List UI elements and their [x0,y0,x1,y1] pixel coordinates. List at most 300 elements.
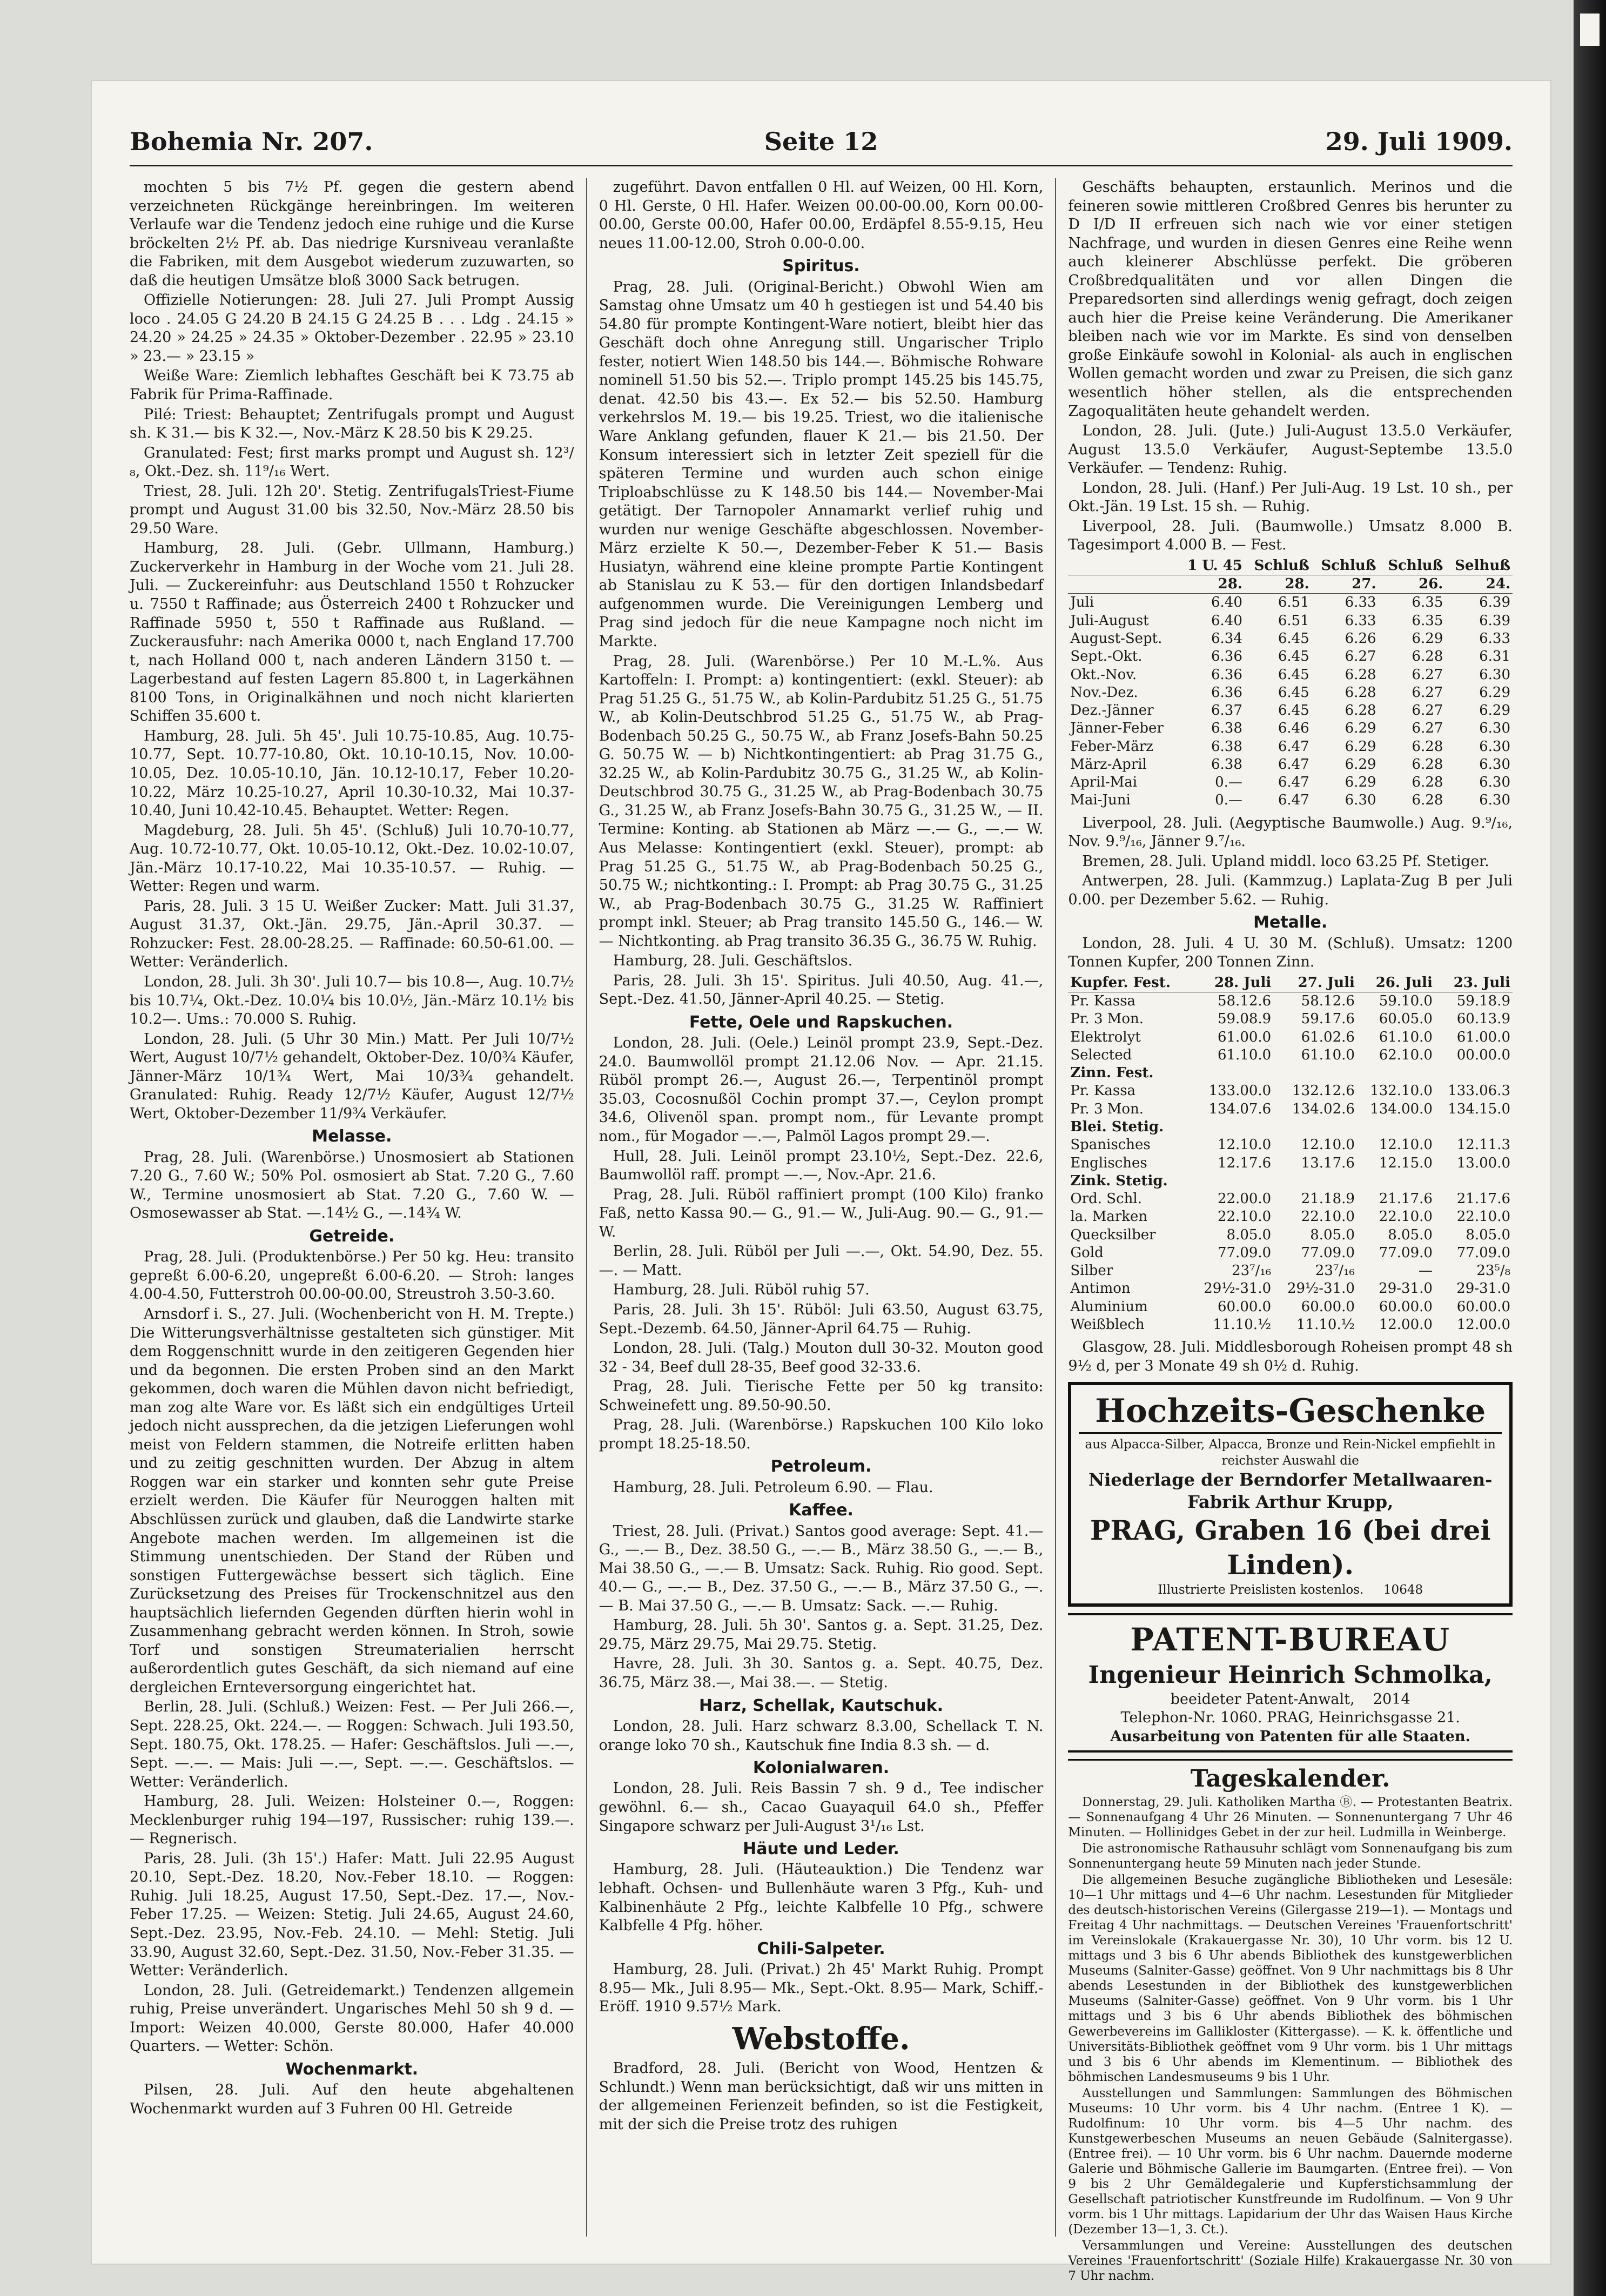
table-cell: 77.09.0 [1301,1244,1355,1261]
table-cell [1357,1172,1435,1190]
table-cell: 6.37 [1211,702,1242,719]
table-cell: 6.28 [1412,756,1443,773]
section-heading-fette: Fette, Oele und Rapskuchen. [689,1012,953,1032]
paragraph: Ausstellungen und Sammlungen: Sammlungen des Böhmischen Museums: 10 Uhr vorm. bis 4 Uhr nachm. (Entree 1 K). — Rudolfinum: 10 Uhr vorm. bis 4—5 Uhr nachm. des Kunstgewerbeschen Museums an neuen Gebäude (Salnitergasse). (Entree frei). — 10 Uhr vorm. bis 6 Uhr nachm. Dauernde moderne Galerie und Böhmische Gallerie im Baumgarten. (Entree frei). — Von 9 bis 2 Uhr Gemäldegalerie und Kupferstichsammlung der Gesellschaft patriotischer Kunstfreunde im Rudolfinum. — Von 9 Uhr vorm. bis 1 Uhr mittags. Lapidarium der Uhr das Waisen Haus Kirche (Dezember 13—1, 3. Ct.). [1068,2086,1513,2237]
table-cell: Aluminium [1070,1298,1148,1315]
table-header-cell: 28. Juli [1190,974,1274,992]
section-heading-petroleum: Petroleum. [770,1457,872,1476]
table-cell: 134.07.6 [1208,1100,1272,1117]
table-row [1068,1208,1513,1226]
table-cell: 6.33 [1345,594,1376,611]
table-cell: 6.38 [1211,720,1242,737]
table-cell [1273,1064,1357,1082]
table-cell: 12.11.3 [1456,1137,1511,1153]
table-cell: Juli [1070,594,1094,611]
table-cell: — [1418,1263,1433,1279]
metal-price-table [1068,974,1513,1334]
table-row [1068,1226,1513,1244]
table-cell: 6.40 [1211,612,1242,629]
section-heading-spiritus: Spiritus. [782,257,860,276]
table-cell: 6.30 [1479,720,1511,737]
paragraph: London, 28. Juli. 3h 30'. Juli 10.7— bis 10.8—, Aug. 10.7½ bis 10.7¼, Okt.-Dez. 10.0¼ bis 10.0½, Jän.-März 10.1½ bis 10.2—. Ums.: 70.000 S. Ruhig. [130,973,574,1028]
table-cell: Spanisches [1070,1137,1151,1153]
paragraph: London, 28. Juli. (5 Uhr 30 Min.) Matt. Per Juli 10/7½ Wert, August 10/7½ gehandelt, Oktober-Dez. 10/0¾ Käufer, Jänner-März 10/1¾ Wert, Mai 10/3¾ gehandelt. Granulated: Ruhig. Ready 12/7½ Käufer, August 12/7½ Wert, Oktober-Dezember 11/9¾ Verkäufer. [130,1030,574,1122]
section-heading-chili: Chili-Salpeter. [757,1939,885,1958]
table-cell: Quecksilber [1070,1226,1156,1243]
table-cell: Pr. Kassa [1070,993,1136,1010]
ad-headline: Hochzeits-Geschenke [1079,1391,1502,1434]
column-2 [586,178,1056,2237]
table-cell: 6.30 [1345,792,1376,809]
table-cell: 6.30 [1479,666,1511,683]
scan-tab [1580,14,1600,46]
table-cell: Blei. Stetig. [1070,1119,1164,1135]
section-heading-getreide: Getreide. [309,1226,395,1246]
column-3 [1055,178,1513,2284]
table-cell: 61.00.0 [1217,1029,1272,1045]
issue-number: Bohemia Nr. 207. [130,127,373,156]
paragraph: Die allgemeinen Besuche zugängliche Bibliotheken und Lesesäle: 10—1 Uhr mittags und 4—6 Uhr nachm. Lesestunden für Mitglieder des deutsch-historischen Vereins (Gilergasse 219—1). — Montags und Freitag 4 Uhr nachmittags. — Deutschen Vereines 'Frauenfortschritt' im Vereinslokale (Krakauergasse Nr. 30), 10 Uhr vorm. bis 12 U. mittags und 3 bis 6 Uhr abends Bibliothek des kunstgewerblichen Museums (Salniter-Gasse) geöffnet. Von 9 Uhr nachmittags bis 8 Uhr abends Lesestunden in der Bibliothek des kunstgewerblichen Museums (Salniter-Gasse) geöffnet. Von 9 Uhr vorm. bis 1 Uhr mittags und 3 bis 6 Uhr abends Bibliothek des böhmischen Gewerbevereins im Gallikloster (Kittergasse). — K. k. öffentliche und Universitäts-Bibliothek geöffnet vom 9 Uhr vorm. bis 1 Uhr mittags und 3 bis 6 Uhr abends im Klementinum. — Bibliothek des böhmischen Landesmuseums 9 bis 1 Uhr. [1068,1873,1513,2084]
table-cell: 60.00.0 [1217,1298,1272,1315]
table-cell: 6.33 [1479,630,1511,647]
table-row [1068,738,1513,756]
table-cell: Dez.-Jänner [1070,702,1154,719]
table-cell: 23⁵/₈ [1476,1263,1511,1279]
paragraph: Liverpool, 28. Juli. (Baumwolle.) Umsatz 8.000 B. Tagesimport 4.000 B. — Fest. [1068,518,1513,554]
table-row [1068,666,1513,684]
paragraph: Hamburg, 28. Juli. Geschäftslos. [613,952,853,970]
table-header-cell: 23. Juli [1435,974,1513,992]
table-cell: 6.28 [1412,738,1443,755]
table-cell [1190,1064,1274,1082]
table-header-cell: 27. Juli [1273,974,1357,992]
table-row [1068,756,1513,774]
paragraph: Pilé: Triest: Behauptet; Zentrifugals prompt und August sh. K 31.— bis K 32.—, Nov.-März K 28.50 bis K 29.25. [130,406,574,442]
table-header-cell [1068,575,1178,594]
paragraph: Arnsdorf i. S., 27. Juli. (Wochenbericht von H. M. Trepte.) Die Witterungsverhältnisse gestalteten sich günstiger. Mit dem Roggenschnitt wurde in den zeitigeren Gegenden hier und da begonnen. Die ersten Proben sind an den Markt gekommen, doch waren die Mühlen davon nicht befriedigt, man zog alte Ware vor. Es läßt sich ein endgültiges Urteil jedoch nicht aussprechen, da die jetzigen Lieferungen wohl meist von Feldern stammen, die Notreife erlitten haben und zu zeitig geschnitten wurden. Der Abzug in altem Roggen war ein starker und konnten sehr gute Preise erzielt werden. Die Käufer für Neuroggen halten mit Abschlüssen zurück und glauben, daß die Landwirte starke Angebote machen werden. Im allgemeinen ist die Stimmung unentschieden. Der Stand der Rüben und sonstigen Futtergewächse bessert sich täglich. Eine Zurücksetzung des Preises für Trockenschnitzel aus den hauptsächlich liefernden Gegenden dürften hierin wohl in Zusammenhang gebracht werden können. In Stroh, sowie Torf und sonstigen Streumaterialien herrscht außerordentlich gutes Geschäft, da sich niemand auf eine dergleichen Ernteversorgung eingerichtet hat. [130,1305,574,1696]
table-cell: 8.05.0 [1388,1226,1433,1243]
table-row [1068,1100,1513,1118]
paragraph: Bremen, 28. Juli. Upland middl. loco 63.25 Pf. Stetiger. [1082,852,1489,870]
table-cell: August-Sept. [1070,630,1162,647]
table-cell: Juli-August [1070,612,1149,629]
paragraph: Hamburg, 28. Juli. (Häuteauktion.) Die Tendenz war lebhaft. Ochsen- und Bullenhäute waren 3 Pfg., Kuh- und Kalbinenhäute 2 Pfg., leichte Kalbfelle 10 Pfg., schwere Kalbfelle 4 Pfg. höher. [599,1861,1044,1935]
paragraph: Prag, 28. Juli. (Original-Bericht.) Obwohl Wien am Samstag ohne Umsatz um 40 h gestiegen ist und 54.40 bis 54.80 für prompte Kontingent-Ware notiert, bleibt hier das Geschäft doch ohne Anregung still. Ungarischer Triplo fester, notiert Wien 148.50 bis 144.—. Böhmische Rohware nominell 51.50 bis 52.—. Triplo prompt 145.25 bis 145.75, denat. 42.50 bis 43.—. Ex 52.— bis 52.50. Hamburg verkehrslos M. 19.— bis 19.25. Triest, wo die italienische Ware Anklang gefunden, flauer K 21.— bis 21.50. Der Konsum interessiert sich in letzter Zeit speziell für die späteren Termine und wurden auch schon einige Triploabschlüsse zu K 148.50 bis 144.— November-Mai getätigt. Der Tarnopoler Annamarkt verlief ruhig und wurden nur wenige Geschäfte abgeschlossen. November-März erzielte K 50.—, Dezember-Feber K 51.— Basis Husiatyn, während eine kleine prompte Partie Kontingent ab Stanislau zu K 53.— für den dortigen Inlandsbedarf aufgenommen wurde. Die Vereinigungen Lemberg und Prag sind jedoch für die neue Kampagne noch nicht im Markte. [599,278,1044,650]
table-header-cell: Schluß [1312,557,1379,575]
paragraph: Liverpool, 28. Juli. (Aegyptische Baumwolle.) Aug. 9.⁹/₁₆, Nov. 9.⁹/₁₆, Jänner 9.⁷/₁₆. [1068,814,1513,850]
table-cell: 132.10.0 [1370,1083,1433,1099]
section-heading-haeute: Häute und Leder. [743,1840,899,1859]
table-row [1068,1262,1513,1280]
scan-edge [1574,0,1606,2296]
paragraph: Hamburg, 28. Juli. Petroleum 6.90. — Flau. [613,1479,933,1496]
table-cell: 6.27 [1412,666,1443,683]
table-cell: Pr. Kassa [1070,1083,1136,1099]
table-cell [1273,1118,1357,1136]
table-cell: Englisches [1070,1154,1147,1171]
table-cell: 29-31.0 [1456,1280,1511,1297]
table-cell: 6.36 [1211,684,1242,701]
paragraph: Weiße Ware: Ziemlich lebhaftes Geschäft bei K 73.75 ab Fabrik für Prima-Raffinade. [130,367,574,404]
table-row [1068,720,1513,737]
table-cell: Elektrolyt [1070,1029,1141,1045]
ad-code: 2014 [1373,1690,1410,1708]
table-header-row [1068,974,1513,992]
paragraph: London, 28. Juli. (Talg.) Mouton dull 30-32. Mouton good 32 - 34, Beef dull 28-35, Beef good 32-33.6. [599,1340,1044,1375]
table-cell: 6.31 [1479,648,1511,665]
paragraph: Prag, 28. Juli. (Produktenbörse.) Per 50 kg. Heu: transito gepreßt 6.00-6.20, ungepreßt 6.00-6.20. — Stroh: langes 4.00-4.50, Futterstroh 00.00-00.00, Streustroh 3.50-3.60. [130,1248,574,1303]
table-cell: 6.39 [1479,594,1511,611]
patent-bureau-advertisement [1068,1613,1513,1753]
ad-headline: PATENT-BUREAU [1130,1621,1451,1659]
table-cell: 6.38 [1211,738,1242,755]
table-cell: 6.29 [1345,738,1376,755]
table-cell: 12.00.0 [1456,1316,1511,1333]
table-cell: 58.12.6 [1217,993,1272,1010]
paragraph: London, 28. Juli. Harz schwarz 8.3.00, Schellack T. N. orange loko 70 sh., Kautschuk fine India 8.3 sh. — d. [599,1717,1044,1754]
table-cell: 12.10.0 [1379,1137,1433,1153]
table-cell [1435,1118,1513,1136]
paragraph: Prag, 28. Juli. (Warenbörse.) Unosmosiert ab Stationen 7.20 G., 7.60 W.; 50% Pol. osmosiert ab Stat. 7.20 G., 7.60 W., Termine unosmosiert ab Stat. 7.20 G., 7.60 W. — Osmosewasser ab Stat. —.14½ G., —.14¾ W. [130,1149,574,1222]
table-cell: 6.29 [1479,702,1511,719]
paragraph: Prag, 28. Juli. (Warenbörse.) Rapskuchen 100 Kilo loko prompt 18.25-18.50. [599,1416,1044,1452]
table-cell: 23⁷/₁₆ [1315,1263,1355,1279]
table-cell: 8.05.0 [1466,1226,1511,1243]
ad-line: aus Alpacca-Silber, Alpacca, Bronze und Rein-Nickel empfiehlt in reichster Auswahl die [1085,1438,1496,1468]
table-cell: Pr. 3 Mon. [1070,1100,1144,1117]
column-1 [130,178,586,2237]
table-cell: 8.05.0 [1310,1226,1355,1243]
table-cell: 6.40 [1211,594,1242,611]
table-cell [1273,1172,1357,1190]
table-row [1068,594,1513,612]
paragraph: Triest, 28. Juli. (Privat.) Santos good average: Sept. 41.— G., —.— B., Dez. 38.50 G., —.— B., März 38.50 G., —.— B., Mai 38.50 G., —.— B. Umsatz: Sack. Ruhig. Rio good. Sept. 40.— G., —.— B., Dez. 37.50 G., —.— B., März 37.50 G., —.— B. Mai 37.50 G., —.— B. Umsatz: Sack. —.— Ruhig. [599,1522,1044,1614]
table-row [1068,1316,1513,1334]
table-cell: 6.27 [1412,720,1443,737]
paragraph: Hamburg, 28. Juli. Rüböl ruhig 57. [613,1281,870,1299]
table-cell: 6.34 [1211,630,1242,647]
table-cell: 6.47 [1278,738,1309,755]
table-cell: 21.18.9 [1301,1191,1355,1207]
paragraph: Glasgow, 28. Juli. Middlesborough Roheisen prompt 48 sh 9½ d, per 3 Monate 49 sh 0½ d. Ruhig. [1068,1339,1513,1374]
section-heading-harz: Harz, Schellak, Kautschuk. [698,1696,944,1715]
table-row [1068,684,1513,702]
table-row [1068,1244,1513,1262]
table-cell: 29½-31.0 [1204,1280,1272,1297]
table-header-cell: 27. [1312,575,1379,594]
table-cell [1190,1118,1274,1136]
table-cell: 61.10.0 [1379,1029,1433,1045]
table-cell: Feber-März [1070,738,1153,755]
table-row [1068,1190,1513,1208]
table-cell: 11.10.½ [1213,1316,1272,1333]
table-cell: Ord. Schl. [1070,1191,1142,1207]
paragraph: Paris, 28. Juli. (3h 15'.) Hafer: Matt. Juli 22.95 August 20.10, Sept.-Dez. 18.20, Nov.-Feber 18.10. — Roggen: Ruhig. Juli 18.25, August 17.50, Sept.-Dez. 17.—, Nov.-Feber 17.25. — Weizen: Stetig. Juli 24.65, August 24.60, Sept.-Dez. 23.95, Nov.-Feb. 24.10. — Mehl: Stetig. Juli 33.90, August 32.60, Sept.-Dez. 31.50, Nov.-Feber 31.35. — Wetter: Veränderlich. [130,1850,574,1979]
table-cell: 59.08.9 [1217,1011,1272,1028]
section-heading-kaffee: Kaffee. [789,1501,854,1520]
table-cell: 23⁷/₁₆ [1232,1263,1272,1279]
table-cell: 6.28 [1345,684,1376,701]
table-cell: 13.17.6 [1301,1154,1355,1171]
table-cell: Jänner-Feber [1070,720,1164,737]
paragraph: Hamburg, 28. Juli. 5h 30'. Santos g. a. Sept. 31.25, Dez. 29.75, März 29.75, Mai 29.75. Stetig. [599,1617,1044,1653]
table-cell: 6.29 [1345,774,1376,791]
table-cell: Gold [1070,1244,1104,1261]
table-cell: 12.17.6 [1217,1154,1272,1171]
table-cell: 6.27 [1412,702,1443,719]
table-cell: 6.45 [1278,648,1309,665]
paragraph: Prag, 28. Juli. Rüböl raffiniert prompt (100 Kilo) franko Faß, netto Kassa 90.— G., 91.— W., Juli-Aug. 90.— G., 91.— W. [599,1186,1044,1240]
table-cell: 60.13.9 [1456,1011,1511,1028]
table-header-cell: Schluß [1245,557,1312,575]
table-cell: 6.29 [1479,684,1511,701]
ad-line: Niederlage der Berndorfer Metallwaaren-Fabrik Arthur Krupp, [1088,1469,1493,1512]
newspaper-page [92,81,1550,2284]
paragraph: zugeführt. Davon entfallen 0 Hl. auf Weizen, 00 Hl. Korn, 0 Hl. Gerste, 0 Hl. Hafer. Weizen 00.00-00.00, Korn 00.00-00.00, Gerste 00.00, Hafer 00.00, Erdäpfel 8.55-9.15, Heu neues 11.00-12.00, Stroh 0.00-0.00. [599,179,1044,252]
table-cell: 6.33 [1345,612,1376,629]
table-cell: 77.09.0 [1379,1244,1433,1261]
table-cell: 29-31.0 [1379,1280,1433,1297]
table-header-row [1068,575,1513,594]
section-heading-kolonialwaren: Kolonialwaren. [752,1758,890,1778]
table-row [1068,1118,1513,1136]
table-cell: 60.00.0 [1456,1298,1511,1315]
table-cell: 11.10.½ [1296,1316,1355,1333]
table-cell: 6.30 [1479,738,1511,755]
table-cell: 6.51 [1278,612,1309,629]
table-header-cell: 28. [1245,575,1312,594]
table-cell: 6.27 [1345,648,1376,665]
table-cell: Selected [1070,1046,1132,1063]
table-cell: Silber [1070,1263,1113,1279]
table-row [1068,1298,1513,1316]
paragraph: Donnerstag, 29. Juli. Katholiken Martha Ⓑ. — Protestanten Beatrix. — Sonnenaufgang 4 Uhr 26 Minuten. — Sonnenuntergang 7 Uhr 46 Minuten. — Hollinidges Gebet in der zur heil. Ludmilla in Weinberge. [1068,1795,1513,1840]
paragraph: Die astronomische Rathausuhr schlägt vom Sonnenaufgang bis zum Sonnenuntergang heute 59 Minuten nach jeder Stunde. [1068,1841,1513,1871]
table-cell: 13.00.0 [1456,1154,1511,1171]
table-cell: 61.00.0 [1456,1029,1511,1045]
table-cell: 6.39 [1479,612,1511,629]
table-cell: 6.30 [1479,756,1511,773]
table-cell [1357,1118,1435,1136]
paragraph: London, 28. Juli. (Jute.) Juli-August 13.5.0 Verkäufer, August 13.5.0 Verkäufer, August-Septembe 13.5.0 Verkäufer. — Tendenz: Ruhig. [1068,422,1513,477]
table-cell: 59.18.9 [1456,993,1511,1010]
table-cell: 59.17.6 [1301,1011,1355,1028]
table-cell: 6.45 [1278,684,1309,701]
table-cell: 62.10.0 [1379,1046,1433,1063]
table-cell: 22.10.0 [1217,1209,1272,1225]
table-cell: 60.00.0 [1379,1298,1433,1315]
table-cell: 132.12.6 [1292,1083,1355,1099]
table-row [1068,1010,1513,1028]
calendar-section [1068,1795,1513,2284]
ad-name: Ingenieur Heinrich Schmolka, [1088,1661,1493,1689]
table-cell: 133.00.0 [1208,1083,1272,1099]
paragraph: London, 28. Juli. (Oele.) Leinöl prompt 23.9, Sept.-Dez. 24.0. Baumwollöl prompt 21.12.06 Nov. — Apr. 21.15. Rüböl prompt 26.—, August 26.—, Terpentinöl prompt 35.03, Cocosnußöl Cochin prompt 37.—, Ceylon prompt 34.6, Olivenöl span. prompt nom., für Levante prompt nom., für Mogador —.—, Palmöl Lagos prompt 29.—. [599,1035,1044,1145]
paragraph: Antwerpen, 28. Juli. (Kammzug.) Laplata-Zug B per Juli 0.00. per Dezember 5.62. — Ruhig. [1068,872,1513,908]
table-cell: 29½-31.0 [1287,1280,1355,1297]
table-row [1068,1046,1513,1064]
cotton-price-table [1068,557,1513,810]
table-cell: 6.35 [1412,612,1443,629]
table-header-cell [1068,557,1178,575]
table-cell: la. Marken [1070,1209,1148,1225]
table-cell: Weißblech [1070,1316,1145,1333]
table-cell: 00.00.0 [1456,1046,1511,1063]
table-cell [1435,1064,1513,1082]
ad-address: Telephon-Nr. 1060. PRAG, Heinrichsgasse 21. [1120,1709,1460,1727]
table-cell: 6.28 [1412,648,1443,665]
paragraph: Pilsen, 28. Juli. Auf den heute abgehaltenen Wochenmarkt wurden auf 3 Fuhren 00 Hl. Getreide [130,2082,574,2117]
table-row [1068,612,1513,630]
paragraph: Prag, 28. Juli. (Warenbörse.) Per 10 M.-L.%. Aus Kartoffeln: I. Prompt: a) kontingentiert: (exkl. Steuer): ab Prag 51.25 G., 51.75 W., ab Kolin-Pardubitz 51.25 G., 51.75 W., ab Kolin-Deutschbrod 51.25 G., 51.75 W., ab Prag-Bodenbach 50.25 G., 50.75 W., ab Franz Josefs-Bahn 50.25 G. 50.75 W. — b) Nichtkontingentiert: ab Prag 31.75 G., 32.25 W., ab Kolin-Pardubitz 30.75 G., 31.25 W., ab Kolin-Deutschbrod 30.75 G., 31.25 W., ab Prag-Bodenbach 30.75 G., 31.25 W., ab Franz Josefs-Bahn 30.75 G., 31.25 W., — II. Termine: Konting. ab Stationen ab März —.— G., —.— W. Aus Melasse: Kontingentiert (exkl. Steuer), prompt: ab Prag 51.25 G., 51.75 W., ab Prag-Bodenbach 50.25 G., 50.75 W.; nichtkonting.: I. Prompt: ab Prag 30.75 G., 31.25 W., ab Prag-Bodenbach 30.75 G., 31.25 W. Raffiniert prompt inkl. Steuer; ab Prag transito 145.50 G., 146.— W. — Nichtkonting. ab Prag transito 36.35 G., 36.75 W. Ruhig. [599,653,1044,950]
table-header-cell: 28. [1178,575,1244,594]
table-cell: 6.29 [1412,630,1443,647]
table-cell: 134.00.0 [1370,1100,1433,1117]
table-cell: 0.— [1215,774,1242,791]
paragraph: Magdeburg, 28. Juli. 5h 45'. (Schluß) Juli 10.70-10.77, Aug. 10.72-10.77, Okt. 10.05-10.12, Okt.-Dez. 10.02-10.07, Jän.-März 10.17-10.22, Mai 10.35-10.57. — Ruhig. — Wetter: Regen und warm. [130,822,574,895]
paragraph: Granulated: Fest; first marks prompt und August sh. 12³/₈, Okt.-Dez. sh. 11⁹/₁₆ Wert. [130,444,574,480]
table-cell: 60.00.0 [1301,1298,1355,1315]
table-cell: 6.28 [1345,702,1376,719]
table-row [1068,1172,1513,1190]
table-cell: 6.45 [1278,630,1309,647]
table-cell: April-Mai [1070,774,1138,791]
table-cell: 6.46 [1278,720,1309,737]
paragraph: London, 28. Juli. 4 U. 30 M. (Schluß). Umsatz: 1200 Tonnen Kupfer, 200 Tonnen Zinn. [1068,935,1513,971]
table-row [1068,1064,1513,1082]
table-row [1068,648,1513,666]
table-cell: 61.10.0 [1217,1046,1272,1063]
table-cell: 6.47 [1278,756,1309,773]
paragraph: Paris, 28. Juli. 3h 15'. Spiritus. Juli 40.50, Aug. 41.—, Sept.-Dez. 41.50, Jänner-April 40.25. — Stetig. [599,972,1044,1008]
table-cell: 134.15.0 [1448,1100,1511,1117]
paragraph: London, 28. Juli. (Hanf.) Per Juli-Aug. 19 Lst. 10 sh., per Okt.-Jän. 19 Lst. 15 sh. — Ruhig. [1068,479,1513,515]
table-cell: 6.45 [1278,666,1309,683]
paragraph: Hamburg, 28. Juli. (Gebr. Ullmann, Hamburg.) Zuckerverkehr in Hamburg in der Woche vom 21. Juli 28. Juli. — Zuckereinfuhr: aus Deutschland 1550 t Rohzucker u. 7550 t Raffinade; aus Österreich 2400 t Rohzucker und Raffinade 5950 t, 550 t Raffinade aus Rußland. — Zuckerausfuhr: nach Amerika 0000 t, nach England 17.700 t, nach Holland 000 t, nach anderen Ländern 3150 t. — Lagerbestand auf festen Lagern 85.800 t, in Lagerkähnen 8100 Tons, in Originalkähnen und noch nicht klarierten Schiffen 35.600 t. [130,540,574,725]
text-columns [130,178,1513,2284]
paragraph: Paris, 28. Juli. 3 15 U. Weißer Zucker: Matt. Juli 31.37, August 31.37, Okt.-Jän. 29.75, Jän.-April 30.37. — Rohzucker: Fest. 28.00-28.25. — Raffinade: 60.50-61.00. — Wetter: Veränderlich. [130,897,574,971]
ad-line [1079,1582,1502,1598]
paragraph: Havre, 28. Juli. 3h 30. Santos g. a. Sept. 40.75, Dez. 36.75, März 38.—, Mai 38.—. — Stetig. [599,1655,1044,1691]
paragraph: Hull, 28. Juli. Leinöl prompt 23.10½, Sept.-Dez. 22.6, Baumwollöl raff. prompt —.—, Nov.-Apr. 21.6. [599,1147,1044,1184]
table-row [1068,1082,1513,1100]
table-row [1068,1154,1513,1172]
table-cell: März-April [1070,756,1147,773]
table-cell: 61.02.6 [1301,1029,1355,1045]
table-cell: Sept.-Okt. [1070,648,1143,665]
table-cell: 58.12.6 [1301,993,1355,1010]
table-cell: 12.10.0 [1301,1137,1355,1153]
table-cell: 12.00.0 [1379,1316,1433,1333]
table-row [1068,1029,1513,1046]
table-cell [1435,1172,1513,1190]
paragraph: Versammlungen und Vereine: Ausstellungen des deutschen Vereines 'Frauenfortschritt' (Soziale Hilfe) Krakauergasse Nr. 30 von 7 Uhr nachm. [1068,2239,1513,2284]
paragraph: Berlin, 28. Juli. (Schluß.) Weizen: Fest. — Per Juli 266.—, Sept. 228.25, Okt. 224.—. — Roggen: Schwach. Juli 193.50, Sept. 180.75, Okt. 178.25. — Hafer: Geschäftslos. Juli —.—, Sept. —.—. — Mais: Juli —.—, Sept. —.—. Geschäftslos. — Wetter: Veränderlich. [130,1698,574,1790]
table-cell: 6.28 [1412,792,1443,809]
paragraph: London, 28. Juli. Reis Bassin 7 sh. 9 d., Tee indischer gewöhnl. 6.— sh., Cacao Guayaquil 64.0 sh., Pfeffer Singapore schwarz per Juli-August 3¹/₁₆ Lst. [599,1780,1044,1835]
table-cell: 8.05.0 [1226,1226,1272,1243]
table-cell: 6.47 [1278,774,1309,791]
paragraph: Hamburg, 28. Juli. (Privat.) 2h 45' Markt Ruhig. Prompt 8.95— Mk., Juli 8.95— Mk., Sept.-Okt. 8.95— Mark, Schiff.-Eröff. 1910 9.57½ Mark. [599,1961,1044,2016]
table-cell: 22.10.0 [1456,1209,1511,1225]
table-cell: Antimon [1070,1280,1131,1297]
table-cell: 6.27 [1412,684,1443,701]
table-row [1068,774,1513,791]
table-cell: 6.47 [1278,792,1309,809]
table-cell: 22.10.0 [1379,1209,1433,1225]
paragraph: Prag, 28. Juli. Tierische Fette per 50 kg transito: Schweinefett ung. 89.50-90.50. [599,1378,1044,1414]
table-cell: 6.38 [1211,756,1242,773]
table-cell [1357,1064,1435,1082]
paragraph: Triest, 28. Juli. 12h 20'. Stetig. ZentrifugalsTriest-Fiume prompt und August 31.00 bis 32.50, Nov.-März 28.50 bis 29.50 Ware. [130,482,574,537]
section-heading-melasse: Melasse. [312,1127,392,1146]
table-cell: 21.17.6 [1456,1191,1511,1207]
table-header-cell: Kupfer. Fest. [1068,974,1190,992]
table-cell: 6.45 [1278,702,1309,719]
table-cell: 133.06.3 [1448,1083,1511,1099]
table-row [1068,791,1513,809]
table-cell: 6.30 [1479,792,1511,809]
table-cell: 6.35 [1412,594,1443,611]
ad-line: Ausarbeitung von Patenten für alle Staaten. [1110,1728,1471,1745]
masthead [130,127,1513,166]
table-header-cell: Schluß [1379,557,1446,575]
table-cell: 77.09.0 [1456,1244,1511,1261]
paragraph: Hamburg, 28. Juli. Weizen: Holsteiner 0.—, Roggen: Mecklenburger ruhig 194—197, Russischer: ruhig 139.—. — Regnerisch. [130,1793,574,1848]
table-cell: 0.— [1215,792,1242,809]
ad-title: beeideter Patent-Anwalt, [1170,1690,1355,1708]
table-cell: 6.30 [1479,774,1511,791]
table-header-cell: 26. [1379,575,1446,594]
table-row [1068,630,1513,648]
table-cell: Mai-Juni [1070,792,1131,809]
table-cell: Okt.-Nov. [1070,666,1137,683]
table-cell: 22.10.0 [1301,1209,1355,1225]
table-cell: Pr. 3 Mon. [1070,1011,1144,1028]
ad-line [1068,1690,1513,1709]
table-cell: 6.29 [1345,720,1376,737]
section-heading-metalle: Metalle. [1253,913,1328,932]
table-cell: 12.15.0 [1379,1154,1433,1171]
table-row [1068,1136,1513,1154]
table-row [1068,992,1513,1011]
table-cell: 12.10.0 [1217,1137,1272,1153]
table-cell: Zink. Stetig. [1070,1172,1168,1189]
paragraph: Berlin, 28. Juli. Rüböl per Juli —.—, Okt. 54.90, Dez. 55.—. — Matt. [599,1243,1044,1279]
paragraph: Hamburg, 28. Juli. 5h 45'. Juli 10.75-10.85, Aug. 10.75-10.77, Sept. 10.77-10.80, Okt. 10.10-10.15, Nov. 10.00-10.05, Dez. 10.05-10.10, Jän. 10.12-10.17, Feber 10.20-10.22, März 10.25-10.27, April 10.30-10.32, Mai 10.37-10.40, Juni 10.42-10.45. Behauptet. Wetter: Regen. [130,727,574,820]
table-cell [1190,1172,1274,1190]
calendar-heading: Tageskalender. [1068,1759,1513,1794]
table-cell: 77.09.0 [1217,1244,1272,1261]
table-cell: 21.17.6 [1379,1191,1433,1207]
paragraph: Bradford, 28. Juli. (Bericht von Wood, Hentzen & Schlundt.) Wenn man berücksichtigt, daß wir uns mitten in der allgemeinen Ferienzeit befinden, so ist die Festigkeit, mit der sich die Preise trotz des ruhigen [599,2060,1044,2133]
table-cell: 6.29 [1345,756,1376,773]
table-header-cell: 26. Juli [1357,974,1435,992]
table-cell: 60.05.0 [1379,1011,1433,1028]
table-row [1068,1280,1513,1298]
ad-note: Illustrierte Preislisten kostenlos. [1158,1582,1364,1597]
table-header-row [1068,557,1513,575]
table-cell: 6.28 [1412,774,1443,791]
table-header-cell: Selhuß [1445,557,1513,575]
ad-address: PRAG, Graben 16 (bei drei Linden). [1090,1514,1491,1581]
paragraph: Offizielle Notierungen: 28. Juli 27. Juli Prompt Aussig loco . 24.05 G 24.20 B 24.15 G 24.25 B . . . Ldg . 24.15 » 24.20 » 24.25 » 24.35 » Oktober-Dezember . 22.95 » 23.10 » 23.— » 23.15 » [130,292,574,365]
paragraph: Paris, 28. Juli. 3h 15'. Rüböl: Juli 63.50, August 63.75, Sept.-Dezemb. 64.50, Jänner-April 64.75 — Ruhig. [599,1301,1044,1337]
table-cell: 61.10.0 [1301,1046,1355,1063]
table-cell: 59.10.0 [1379,993,1433,1010]
table-cell: 6.36 [1211,648,1242,665]
page-number: Seite 12 [764,127,878,156]
